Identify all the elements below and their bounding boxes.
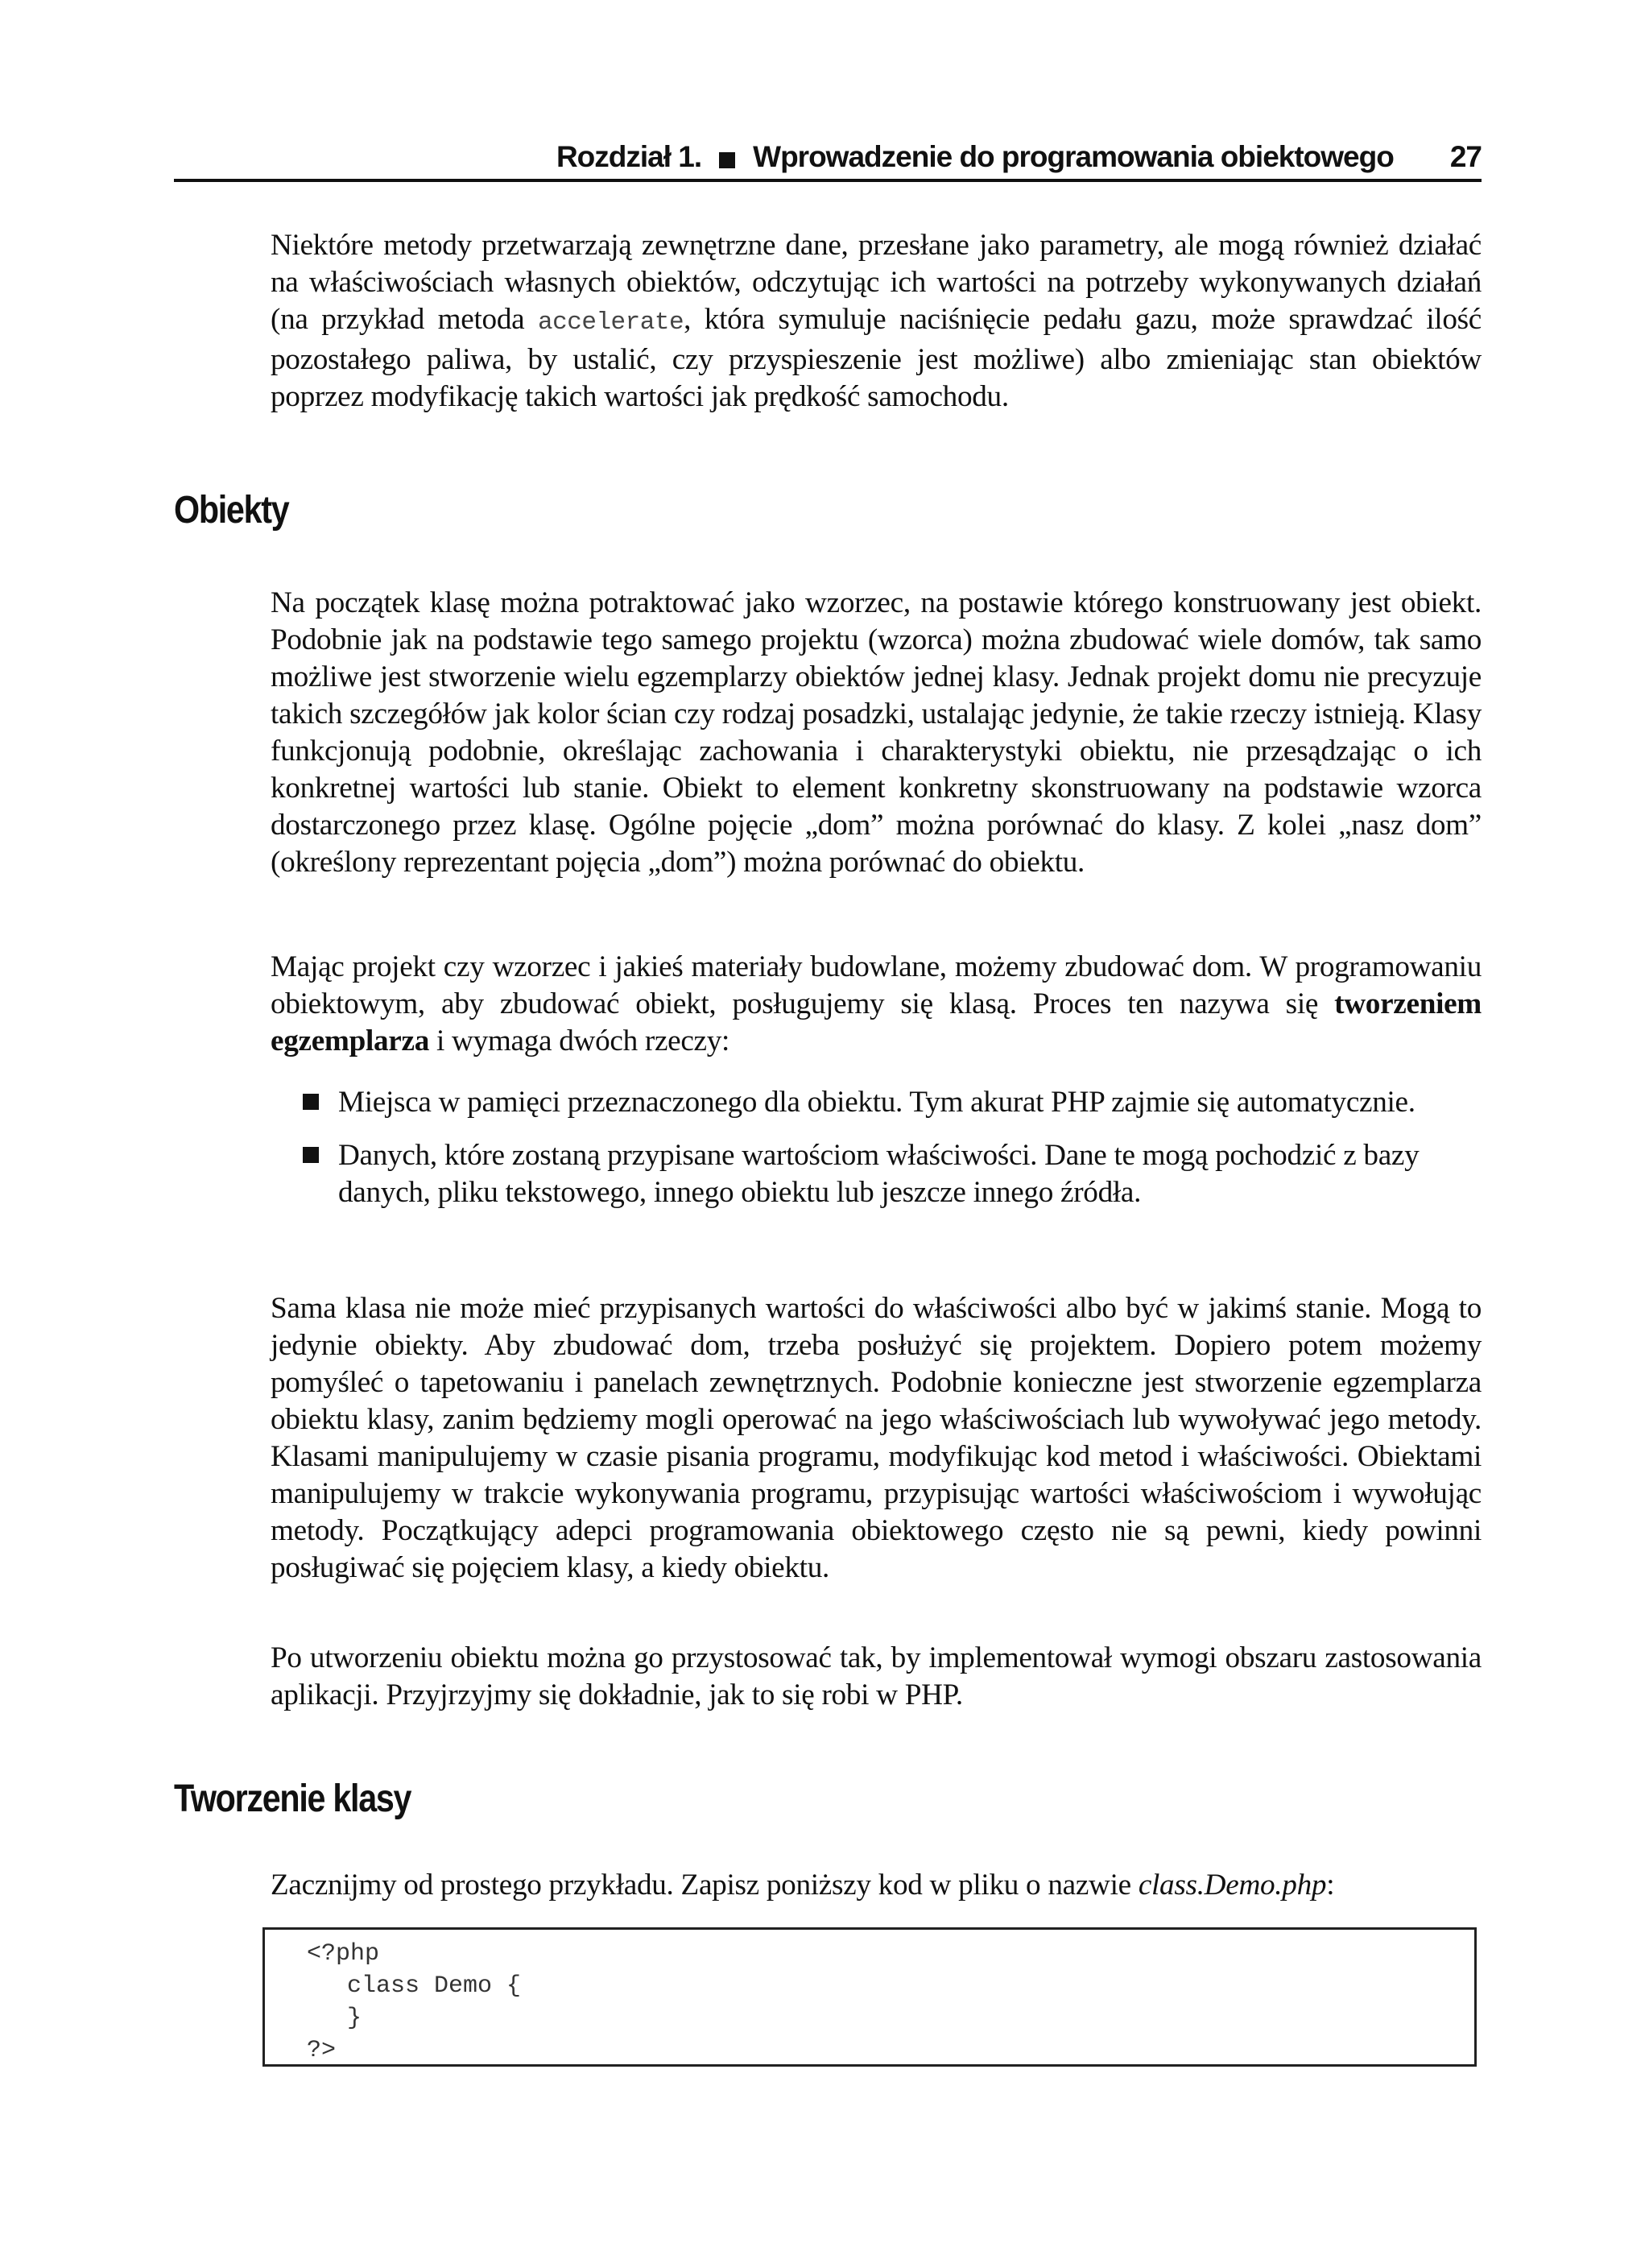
- obiekty-paragraph-4: Po utworzeniu obiektu można go przystosować tak, by implementował wymogi obszaru zastosowania aplikacji. Przyjrzyjmy się dokładnie, jak to się robi w PHP.: [271, 1641, 1482, 1711]
- tworzenie-paragraph: [271, 1867, 1482, 1904]
- intro-paragraph-block: [271, 227, 1482, 416]
- code-line: }: [347, 2005, 362, 2032]
- filename-class-demo-php: class.Demo.php: [1138, 1869, 1327, 1902]
- page-number: 27: [1449, 140, 1482, 173]
- running-head: [174, 130, 1482, 182]
- term-tworzenie-egzemplarza: tworzeniem egzemplarza: [271, 987, 1482, 1057]
- obiekty-paragraph-3-block: [271, 1290, 1482, 1587]
- square-bullet-icon: [303, 1094, 319, 1110]
- obiekty-paragraph-3: Sama klasa nie może mieć przypisanych wartości do właściwości albo być w jakimś stanie. Mogą to jedynie obiekty. Aby zbudować dom, trzeba posłużyć się projektem. Dopiero potem możemy pomyśleć o tapetowaniu i panelach zewnętrznych. Podobnie konieczne jest stworzenie egzemplarza obiektu klasy, zanim będziemy mogli operować na jego właściwościach lub wywoływać jego metody. Klasami manipulujemy w czasie pisania programu, modyfikując kod metod i właściwości. Obiektami manipulujemy w trakcie wykonywania programu, przypisując wartości właściwościom i wywołując metody. Początkujący adepci programowania obiektowego często nie są pewni, kiedy powinni posługiwać się pojęciem klasy, a kiedy obiektu.: [271, 1292, 1482, 1584]
- section-heading-tworzenie-klasy: Tworzenie klasy: [174, 1778, 411, 1820]
- bullet-list: [271, 1084, 1482, 1211]
- chapter-label: Rozdział 1.: [556, 140, 702, 173]
- list-item: Danych, które zostaną przypisane wartościom właściwości. Dane te mogą pochodzić z bazy danych, pliku tekstowego, innego obiektu lub jeszcze innego źródła.: [271, 1137, 1482, 1211]
- code-line: class Demo {: [347, 1972, 522, 2000]
- code-listing: [262, 1927, 1477, 2067]
- square-bullet-icon: [303, 1147, 319, 1163]
- chapter-title: Wprowadzenie do programowania obiektowego: [753, 140, 1394, 173]
- bullet-list-block: [271, 1084, 1482, 1227]
- code-line: <?php: [307, 1940, 380, 1968]
- obiekty-paragraph-2: Mając projekt czy wzorzec i jakieś materiały budowlane, możemy zbudować dom. W programowaniu obiektowym, aby zbudować obiekt, posługujemy się klasą. Proces ten nazywa się tworzeniem egzemplarza i wymaga dwóch rzeczy:: [271, 950, 1482, 1057]
- intro-paragraph: Niektóre metody przetwarzają zewnętrzne dane, przesłane jako parametry, ale mogą również działać na właściwościach własnych obiektów, odczytując ich wartości na potrzeby wykonywanych działań (na przykład metoda accelerate, która symuluje naciśnięcie pedału gazu, może sprawdzać ilość pozostałego paliwa, by ustalić, czy przyspieszenie jest możliwe) albo zmieniając stan obiektów poprzez modyfikację takich wartości jak prędkość samochodu.: [271, 229, 1482, 413]
- obiekty-paragraph-4-block: [271, 1640, 1482, 1714]
- section-heading-obiekty: Obiekty: [174, 489, 289, 532]
- obiekty-paragraph-2-block: [271, 949, 1482, 1060]
- list-item: Miejsca w pamięci przeznaczonego dla obiektu. Tym akurat PHP zajmie się automatycznie.: [271, 1084, 1482, 1121]
- square-bullet-icon: [719, 152, 735, 168]
- tworzenie-paragraph-text: Zacznijmy od prostego przykładu. Zapisz poniższy kod w pliku o nazwie class.Demo.php:: [271, 1869, 1335, 1902]
- inline-code-accelerate: accelerate: [538, 308, 684, 337]
- code-line: ?>: [307, 2037, 337, 2064]
- obiekty-paragraph-1: Na początek klasę można potraktować jako wzorzec, na postawie którego konstruowany jest obiekt. Podobnie jak na podstawie tego samego projektu (wzorca) można zbudować wiele domów, tak samo możliwe jest stworzenie wielu egzemplarzy obiektów jednej klasy. Jednak projekt domu nie precyzuje takich szczegółów jak kolor ścian czy rodzaj posadzki, ustalając jedynie, że takie rzeczy istnieją. Klasy funkcjonują podobnie, określając zachowania i charakterystyki obiektu, nie przesądzając o ich konkretnej wartości lub stanie. Obiekt to element konkretny skonstruowany na podstawie wzorca dostarczonego przez klasę. Ogólne pojęcie „dom” można porównać do klasy. Z kolei „nasz dom” (określony reprezentant pojęcia „dom”) można porównać do obiektu.: [271, 586, 1482, 879]
- obiekty-paragraph-block: [271, 585, 1482, 881]
